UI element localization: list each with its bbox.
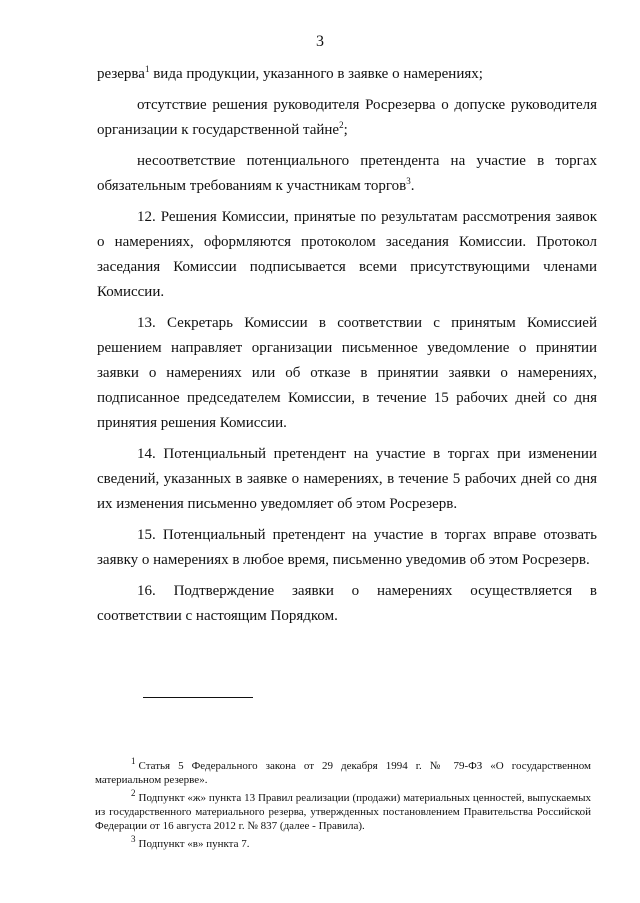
paragraph-text: 16. Подтверждение заявки о намерениях осуществляется в соответствии с настоящим Порядком. [97,583,597,624]
paragraph-text: несоответствие потенциального претендента на участие в торгах обязательным требованиям к участникам торгов [97,153,597,194]
paragraph-tail: . [410,178,415,194]
paragraph-tail: ; [343,122,348,138]
footnote-2 [95,788,591,833]
paragraph [97,93,597,143]
paragraph-text: 13. Секретарь Комиссии в соответствии с принятым Комиссией решением направляет организации письменное уведомление о принятии заявки о намерениях или об отказе в принятии заявки о намерениях, подписанное председателем Комиссии, в течение 15 рабочих дней со дня принятия решения Комиссии. [97,315,597,431]
paragraph [97,149,597,199]
footnote-number: 2 [131,788,136,799]
paragraph-tail: вида продукции, указанного в заявке о намерениях; [149,66,483,82]
page-number: 3 [316,33,324,50]
clause-12 [97,205,597,305]
paragraph-text: резерва [97,66,145,82]
footnote-number: 3 [131,834,136,845]
paragraph-text: 15. Потенциальный претендент на участие в торгах вправе отозвать заявку о намерениях в любое время, письменно уведомив об этом Росрезерв. [97,527,597,568]
paragraph-text: 14. Потенциальный претендент на участие в торгах при изменении сведений, указанных в заявке о намерениях, в течение 5 рабочих дней со дня их изменения письменно уведомляет об этом Росрезерв. [97,446,597,512]
footnote-text: Подпункт «ж» пункта 13 Правил реализации (продажи) материальных ценностей, выпускаемых из государственного материального резерва, утвержденных постановлением Правительства Российской Федерации от 16 августа 2012 г. № 837 (далее - Правила). [95,792,591,832]
footnote-ref: 3 [406,176,411,186]
clause-15 [97,523,597,573]
document-body [97,62,597,629]
footnote-3 [95,834,591,851]
paragraph-continuation [97,62,597,87]
clause-13 [97,311,597,436]
clause-14 [97,442,597,517]
footnote-separator [143,697,253,698]
footnotes [95,756,591,855]
footnote-1 [95,756,591,787]
paragraph-text: отсутствие решения руководителя Росрезерва о допуске руководителя организации к государственной тайне [97,97,597,138]
footnote-ref: 2 [339,120,344,130]
footnote-number: 1 [131,756,136,767]
footnote-ref: 1 [144,64,150,74]
footnote-text: Статья 5 Федерального закона от 29 декабря 1994 г. № 79-ФЗ «О государственном материальном резерве». [95,760,591,786]
clause-16 [97,579,597,629]
paragraph-text: 12. Решения Комиссии, принятые по результатам рассмотрения заявок о намерениях, оформляются протоколом заседания Комиссии. Протокол заседания Комиссии подписывается всеми присутствующими членами Комиссии. [97,209,597,300]
footnote-text: Подпункт «в» пункта 7. [138,838,250,850]
